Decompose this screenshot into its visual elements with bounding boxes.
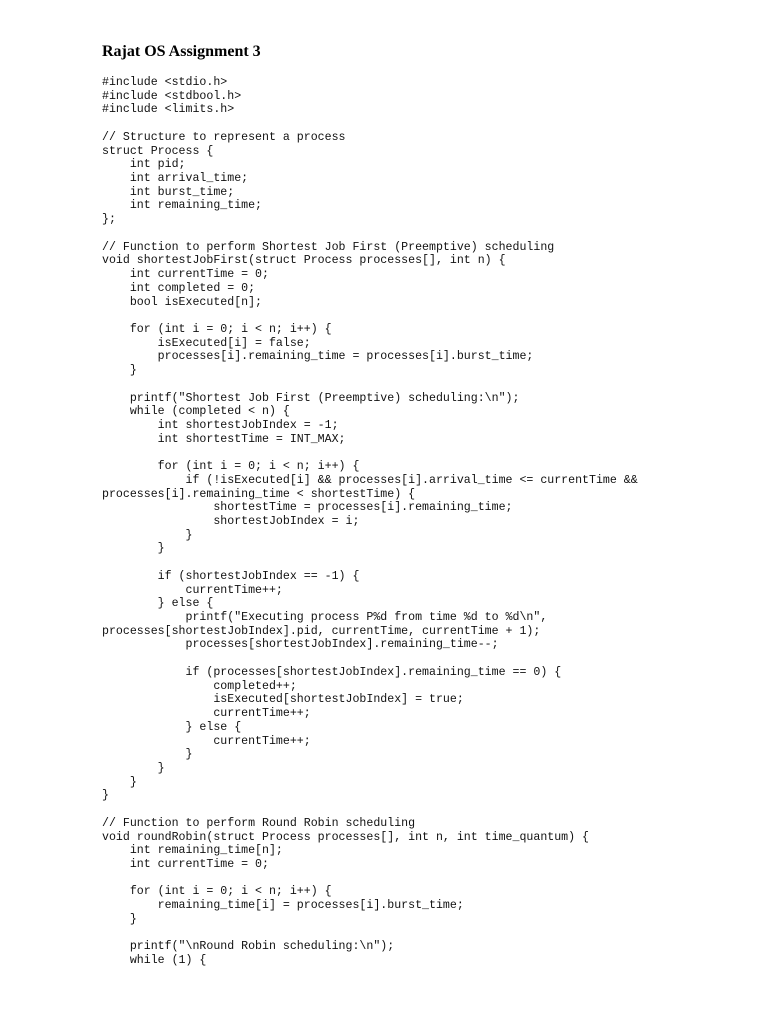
code-line xyxy=(102,803,638,817)
code-line: } xyxy=(102,761,165,775)
code-line: if (shortestJobIndex == -1) { xyxy=(102,569,360,583)
code-line: int shortestJobIndex = -1; xyxy=(102,418,339,432)
code-line: }; xyxy=(102,213,116,227)
code-line: printf("\nRound Robin scheduling:\n"); xyxy=(102,940,395,954)
code-line: if (!isExecuted[i] && processes[i].arrival_time <= currentTime && xyxy=(102,473,638,487)
code-line: } xyxy=(102,364,137,378)
code-line: processes[shortestJobIndex].pid, currentTime, currentTime + 1); xyxy=(102,624,541,638)
code-line: while (completed < n) { xyxy=(102,405,290,419)
code-line: remaining_time[i] = processes[i].burst_time; xyxy=(102,899,464,913)
code-line: } xyxy=(102,528,193,542)
code-line: for (int i = 0; i < n; i++) { xyxy=(102,322,332,336)
code-line: currentTime++; xyxy=(102,734,311,748)
code-line xyxy=(102,117,638,131)
code-line: } xyxy=(102,542,165,556)
code-line: printf("Shortest Job First (Preemptive) scheduling:\n"); xyxy=(102,391,520,405)
code-line: currentTime++; xyxy=(102,707,311,721)
code-line: // Function to perform Round Robin scheduling xyxy=(102,816,416,830)
code-line: processes[i].remaining_time = processes[i].burst_time; xyxy=(102,350,534,364)
code-line: #include <stdio.h> xyxy=(102,76,228,89)
code-line: shortestTime = processes[i].remaining_time; xyxy=(102,501,513,515)
code-line: if (processes[shortestJobIndex].remaining_time == 0) { xyxy=(102,665,562,679)
code-line: } else { xyxy=(102,720,242,734)
code-block xyxy=(102,76,638,968)
code-line: int shortestTime = INT_MAX; xyxy=(102,432,346,446)
code-line: currentTime++; xyxy=(102,583,283,597)
code-line xyxy=(102,309,638,323)
code-line xyxy=(102,446,638,460)
code-line: completed++; xyxy=(102,679,297,693)
code-line: int arrival_time; xyxy=(102,172,249,186)
code-line: void roundRobin(struct Process processes[], int n, int time_quantum) { xyxy=(102,830,590,844)
code-line xyxy=(102,378,638,392)
code-line: processes[i].remaining_time < shortestTime) { xyxy=(102,487,416,501)
code-line: printf("Executing process P%d from time %d to %d\n", xyxy=(102,611,548,625)
code-line: isExecuted[shortestJobIndex] = true; xyxy=(102,693,464,707)
document-title: Rajat OS Assignment 3 xyxy=(102,43,261,60)
code-line: int pid; xyxy=(102,158,186,172)
code-line: for (int i = 0; i < n; i++) { xyxy=(102,460,360,474)
code-line: for (int i = 0; i < n; i++) { xyxy=(102,885,332,899)
code-line xyxy=(102,927,638,941)
code-line: int remaining_time[n]; xyxy=(102,844,283,858)
code-line: struct Process { xyxy=(102,144,214,158)
code-line: bool isExecuted[n]; xyxy=(102,295,263,309)
code-line xyxy=(102,872,638,886)
code-line: void shortestJobFirst(struct Process processes[], int n) { xyxy=(102,254,506,268)
code-line xyxy=(102,227,638,241)
code-line: shortestJobIndex = i; xyxy=(102,515,360,528)
code-line: isExecuted[i] = false; xyxy=(102,336,311,350)
code-line: // Structure to represent a process xyxy=(102,130,346,144)
code-line: } xyxy=(102,748,193,762)
code-line: #include <limits.h> xyxy=(102,103,235,117)
code-line: int burst_time; xyxy=(102,185,235,199)
code-line: } xyxy=(102,912,137,926)
code-line: int remaining_time; xyxy=(102,199,263,213)
code-line: int completed = 0; xyxy=(102,281,256,295)
code-line: processes[shortestJobIndex].remaining_time--; xyxy=(102,638,499,652)
code-line: #include <stdbool.h> xyxy=(102,89,242,103)
code-line: } xyxy=(102,789,109,803)
code-line xyxy=(102,652,638,666)
code-line xyxy=(102,556,638,570)
code-line: while (1) { xyxy=(102,954,207,967)
code-line: // Function to perform Shortest Job First (Preemptive) scheduling xyxy=(102,240,555,254)
code-line: } else { xyxy=(102,597,214,611)
code-line: int currentTime = 0; xyxy=(102,268,269,282)
code-line: } xyxy=(102,775,137,789)
code-line: int currentTime = 0; xyxy=(102,857,269,871)
